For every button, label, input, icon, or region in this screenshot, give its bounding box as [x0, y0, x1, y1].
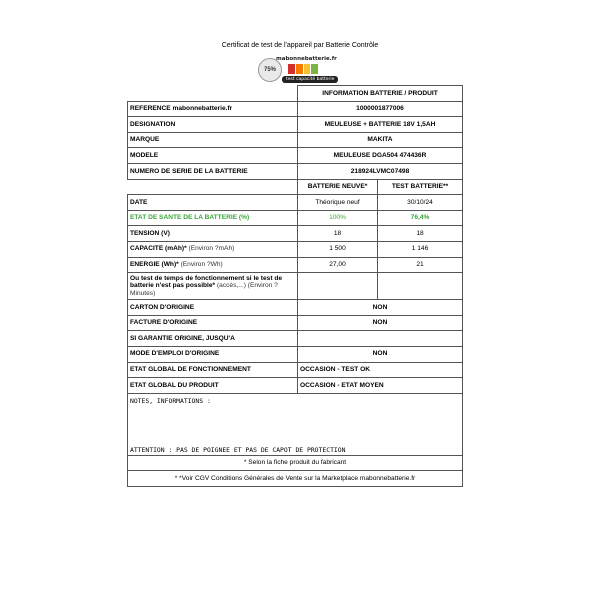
header-row: [128, 86, 463, 102]
footnote-2: * *Voir CGV Conditions Générales de Vente sur la Marketplace mabonnebatterie.fr: [128, 471, 463, 487]
info-label: MODELE: [128, 148, 298, 164]
capacity-test: 1 146: [378, 241, 463, 257]
status-value: NON: [298, 300, 463, 316]
notes-text: ATTENTION : PAS DE POIGNEE ET PAS DE CAPOT DE PROTECTION: [130, 446, 346, 455]
capacity-note: (Environ ?mAh): [188, 245, 235, 253]
empty-cell: [128, 86, 298, 102]
document-title: Certificat de test de l'appareil par Batterie Contrôle: [221, 42, 379, 49]
status-value: [298, 331, 463, 347]
health-test: 76,4%: [378, 210, 463, 226]
notes-row: [128, 393, 463, 455]
energy-test: 21: [378, 257, 463, 273]
notes-title: NOTES, INFORMATIONS :: [130, 396, 211, 405]
status-label: FACTURE D'ORIGINE: [128, 315, 298, 331]
energy-new: 27,00: [298, 257, 378, 273]
status-label: ETAT GLOBAL DU PRODUIT: [128, 378, 298, 394]
logo-site-name: mabonnebatterie.fr: [276, 56, 337, 62]
status-row: [128, 300, 463, 316]
logo-subtitle: test capacité batterie: [282, 76, 338, 83]
energy-note: (Environ ?Wh): [180, 261, 223, 269]
info-value: MEULEUSE DGA504 474436R: [298, 148, 463, 164]
status-row: [128, 315, 463, 331]
date-new: Théorique neuf: [298, 195, 378, 211]
info-row: [128, 117, 463, 133]
info-row: [128, 132, 463, 148]
footnote-1: * Selon la fiche produit du fabricant: [128, 455, 463, 471]
info-value: 1000001877006: [298, 101, 463, 117]
info-value: MEULEUSE + BATTERIE 18V 1,5AH: [298, 117, 463, 133]
runtime-row: [128, 273, 463, 300]
battery-bar-3: [304, 64, 311, 74]
percent-badge: 75%: [258, 58, 282, 82]
column-header-row: [128, 179, 463, 195]
health-label: ETAT DE SANTE DE LA BATTERIE (%): [128, 210, 298, 226]
info-label: MARQUE: [128, 132, 298, 148]
tension-new: 18: [298, 226, 378, 242]
notes-cell: [128, 393, 463, 455]
info-row: [128, 163, 463, 179]
tension-test: 18: [378, 226, 463, 242]
capacity-label: CAPACITE (mAh)*: [130, 245, 187, 253]
info-row: [128, 101, 463, 117]
status-value: OCCASION - ETAT MOYEN: [298, 378, 463, 394]
status-value: NON: [298, 346, 463, 362]
col-header-new: BATTERIE NEUVE*: [298, 179, 378, 195]
date-label: DATE: [128, 195, 298, 211]
status-label: ETAT GLOBAL DE FONCTIONNEMENT: [128, 362, 298, 378]
battery-bar-2: [296, 64, 303, 74]
status-row: [128, 331, 463, 347]
info-row: [128, 148, 463, 164]
health-row: [128, 210, 463, 226]
battery-bar-1: [288, 64, 295, 74]
info-value: MAKITA: [298, 132, 463, 148]
status-value: OCCASION - TEST OK: [298, 362, 463, 378]
energy-row: [128, 257, 463, 273]
runtime-label: Ou test de temps de fonctionnement si le test de batterie n'est pas possible*: [130, 274, 283, 290]
status-value: NON: [298, 315, 463, 331]
runtime-new: [298, 273, 378, 300]
tension-row: [128, 226, 463, 242]
status-label: CARTON D'ORIGINE: [128, 300, 298, 316]
footnote-row: [128, 471, 463, 487]
info-label: DESIGNATION: [128, 117, 298, 133]
brand-logo: [258, 56, 342, 86]
info-value: 218924LVMC07498: [298, 163, 463, 179]
battery-bar-4: [311, 64, 318, 74]
info-label: NUMERO DE SERIE DE LA BATTERIE: [128, 163, 298, 179]
capacity-new: 1 500: [298, 241, 378, 257]
health-new: 100%: [298, 210, 378, 226]
footnote-row: [128, 455, 463, 471]
runtime-note: (accès,...) (Environ ?Minutes): [130, 282, 278, 297]
runtime-test: [378, 273, 463, 300]
energy-label-cell: [128, 257, 298, 273]
status-row: [128, 378, 463, 394]
status-row: [128, 346, 463, 362]
capacity-row: [128, 241, 463, 257]
info-label: REFERENCE mabonnebatterie.fr: [128, 101, 298, 117]
certificate-table: [127, 85, 463, 487]
battery-level-icon: [288, 64, 318, 74]
energy-label: ENERGIE (Wh)*: [130, 261, 179, 269]
runtime-label-cell: [128, 273, 298, 300]
col-header-test: TEST BATTERIE**: [378, 179, 463, 195]
tension-label: TENSION (V): [128, 226, 298, 242]
date-test: 30/10/24: [378, 195, 463, 211]
status-row: [128, 362, 463, 378]
empty-cell: [128, 179, 298, 195]
status-label: MODE D'EMPLOI D'ORIGINE: [128, 346, 298, 362]
status-label: SI GARANTIE ORIGINE, JUSQU'A: [128, 331, 298, 347]
capacity-label-cell: [128, 241, 298, 257]
section-header: INFORMATION BATTERIE / PRODUIT: [298, 86, 463, 102]
date-row: [128, 195, 463, 211]
